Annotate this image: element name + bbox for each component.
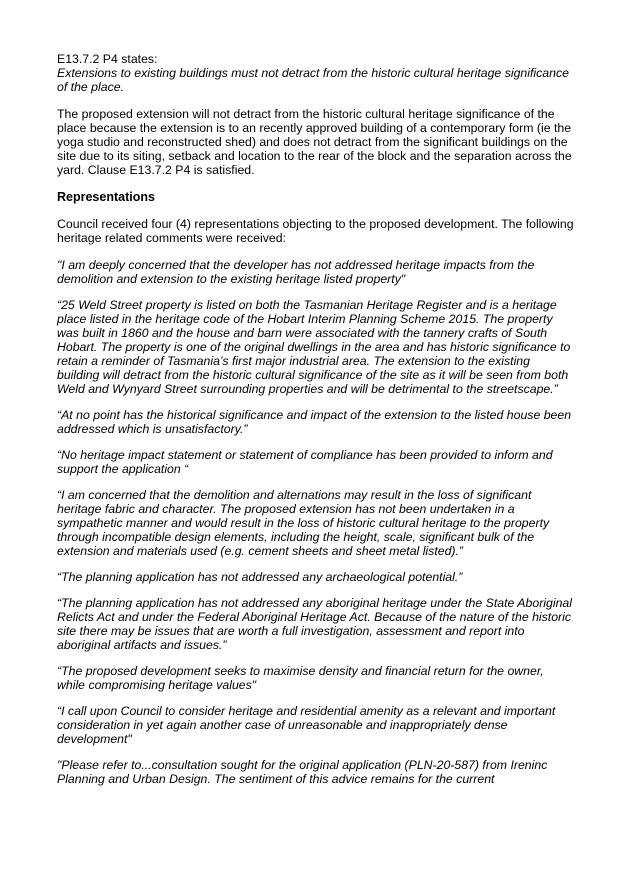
representation-quote: “I am concerned that the demolition and alternations may result in the loss of significant heritage fabric and character. The proposed extension has not been undertaken in a sympathetic manner and would result in the loss of historic cultural heritage to the property through incompatible design elements, including the height, scale, significant bulk of the extension and materials used (e.g. cement sheets and sheet metal listed).”	[57, 488, 550, 558]
representation-quote: "Please refer to...consultation sought for the original application (PLN-20-587) from Ireninc Planning and Urban Design. The sentiment of this advice remains for the current	[57, 758, 548, 786]
clause-text: Extensions to existing buildings must not detract from the historic cultural heritage significance of the place.	[57, 66, 569, 94]
representation-quote: “25 Weld Street property is listed on both the Tasmanian Heritage Register and is a heritage place listed in the heritage code of the Hobart Interim Planning Scheme 2015. The property was built in 1860 and the house and barn were associated with the tannery crafts of South Hobart. The property is one of the original dwellings in the area and has historic significance to retain a reminder of Tasmania’s first major industrial area. The extension to the existing building will detract from the historic cultural significance of the site as it will be seen from both Weld and Wynyard Street surrounding properties and will be detrimental to the streetscape.”	[57, 298, 571, 396]
representation-quote: “I call upon Council to consider heritage and residential amenity as a relevant and important consideration in yet again another case of unreasonable and inappropriately dense development"	[57, 704, 556, 746]
representation-quote: “The proposed development seeks to maximise density and financial return for the owner, while compromising heritage values"	[57, 664, 544, 692]
representation-quote: “The planning application has not addressed any aboriginal heritage under the State Aboriginal Relicts Act and under the Federal Aboriginal Heritage Act. Because of the nature of the historic site there may be issues that are worth a full investigation, assessment and report into aboriginal artifacts and issues.”	[57, 596, 572, 652]
representation-quote: “The planning application has not addressed any archaeological potential.”	[57, 570, 463, 584]
representation-quote: “No heritage impact statement or statement of compliance has been provided to inform and support the application “	[57, 448, 553, 476]
clause-states-line: E13.7.2 P4 states:	[57, 52, 158, 66]
document-page	[57, 52, 575, 798]
representations-summary: Council received four (4) representations objecting to the proposed development. The following heritage related comments were received:	[57, 217, 574, 245]
representation-quote: "I am deeply concerned that the developer has not addressed heritage impacts from the demolition and extension to the existing heritage listed property"	[57, 258, 535, 286]
representations-heading: Representations	[57, 190, 155, 204]
representation-quote: “At no point has the historical significance and impact of the extension to the listed house been addressed which is unsatisfactory.”	[57, 408, 572, 436]
assessment-paragraph: The proposed extension will not detract from the historic cultural heritage significance of the place because the extension is to an recently approved building of a contemporary form (ie the yoga studio and reconstructed shed) and does not detract from the significant buildings on the site due to its siting, setback and location to the rear of the block and the separation across the yard. Clause E13.7.2 P4 is satisfied.	[57, 107, 572, 177]
clause-intro	[57, 52, 575, 94]
